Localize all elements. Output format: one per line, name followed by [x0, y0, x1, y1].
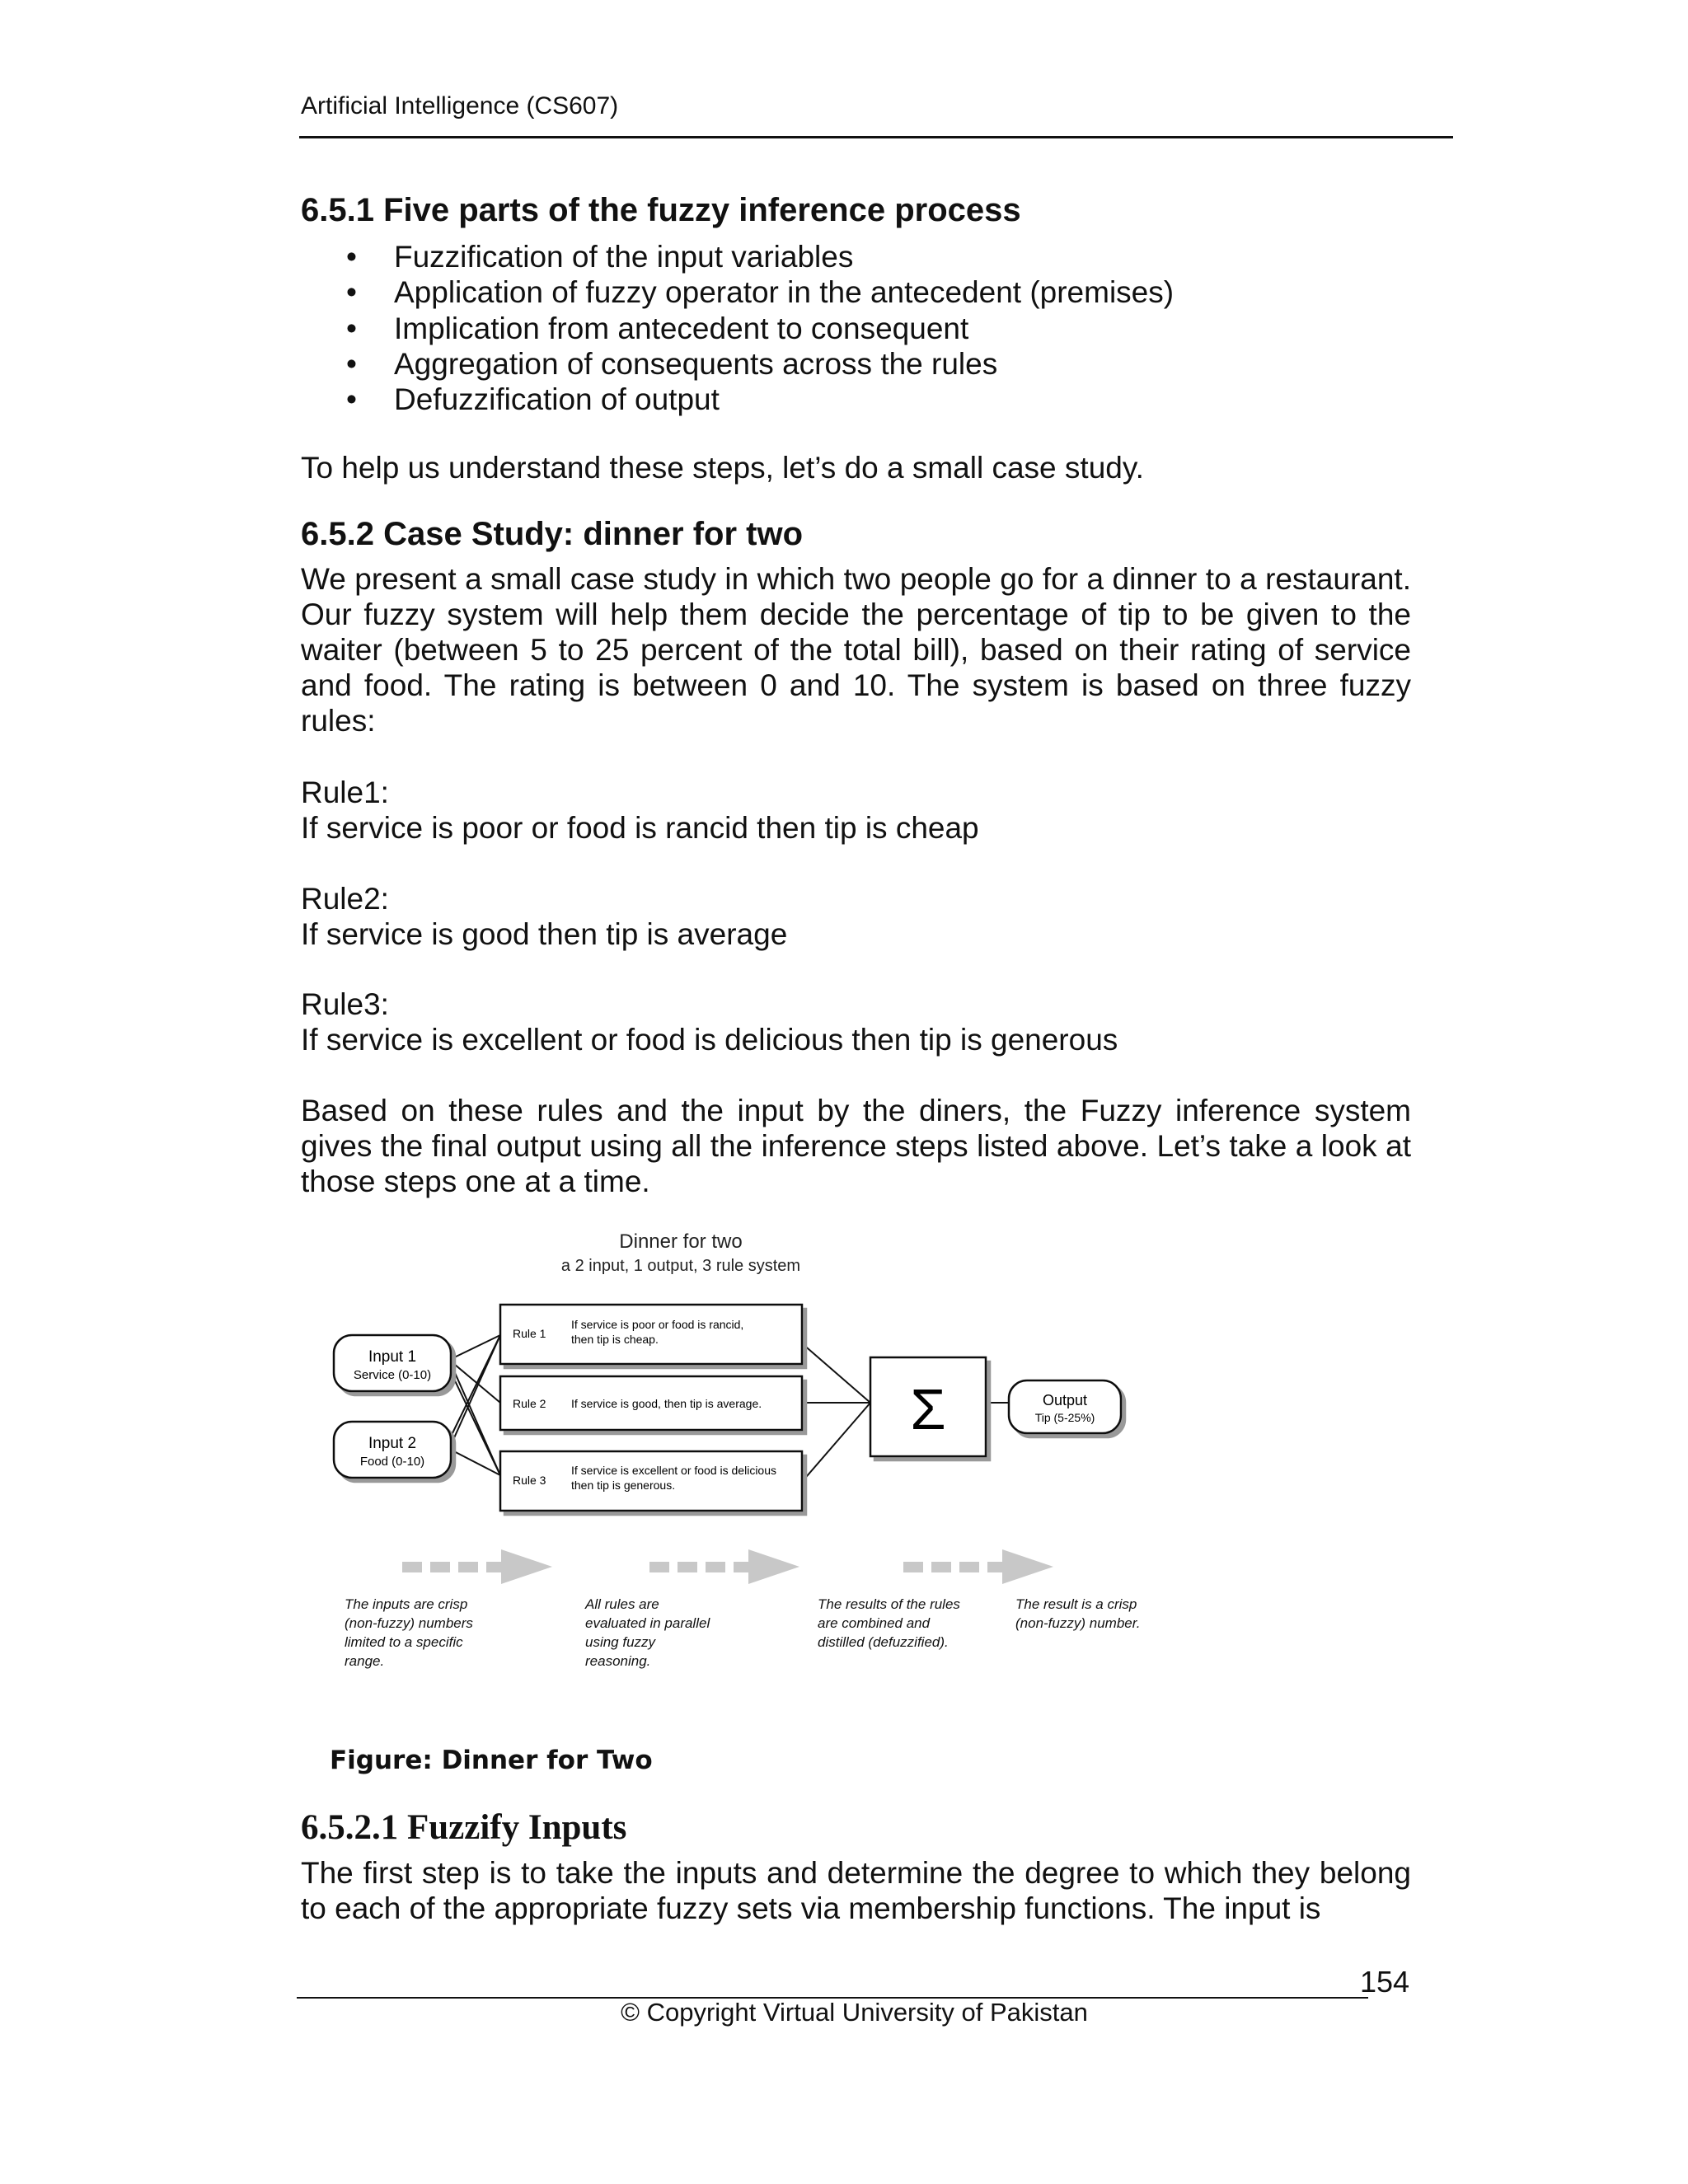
note-output: [1015, 1596, 1140, 1631]
svg-text:are combined and: are combined and: [818, 1615, 931, 1631]
header-divider: [299, 136, 1453, 138]
svg-text:distilled (defuzzified).: distilled (defuzzified).: [818, 1634, 949, 1650]
section-heading-651: 6.5.1 Five parts of the fuzzy inference process: [301, 192, 1021, 228]
rule2-label: Rule2:: [301, 882, 389, 916]
list-item: • Fuzzification of the input variables: [346, 240, 854, 274]
aggregation-sigma-box: [870, 1357, 986, 1456]
rule3-text: If service is excellent or food is delicious then tip is generous: [301, 1023, 1118, 1057]
input-rule-connections: [449, 1335, 500, 1475]
svg-text:The result is a crisp: The result is a crisp: [1015, 1596, 1137, 1612]
list-item: • Defuzzification of output: [346, 382, 720, 417]
svg-text:Rule 2: Rule 2: [513, 1397, 546, 1410]
svg-text:The inputs are crisp: The inputs are crisp: [345, 1596, 468, 1612]
note-aggregation: [818, 1596, 960, 1650]
svg-text:limited to a specific: limited to a specific: [345, 1634, 463, 1650]
flow-arrows: [402, 1549, 1053, 1584]
rule1-label: Rule1:: [301, 776, 389, 809]
running-header: Artificial Intelligence (CS607): [301, 92, 619, 120]
input1-node: [334, 1335, 451, 1391]
sigma-icon: Σ: [910, 1377, 946, 1441]
inference-steps-list: [346, 239, 1174, 417]
svg-text:(non-fuzzy) number.: (non-fuzzy) number.: [1015, 1615, 1141, 1631]
svg-text:Rule 3: Rule 3: [513, 1474, 546, 1487]
svg-text:All rules are: All rules are: [585, 1596, 659, 1612]
svg-text:Output: Output: [1042, 1392, 1088, 1408]
section-heading-6521: 6.5.2.1 Fuzzify Inputs: [301, 1808, 627, 1847]
list-item: • Aggregation of consequents across the rules: [346, 346, 998, 381]
copyright-notice: © Copyright Virtual University of Pakistan: [621, 1998, 1088, 2027]
rule3-box: [500, 1451, 802, 1511]
rule1-box: [500, 1305, 802, 1364]
fuzzify-inputs-paragraph: The first step is to take the inputs and determine the degree to which they belong to each of the appropriate fuzzy sets via membership functions. The input is: [301, 1856, 1411, 1925]
svg-text:Rule 1: Rule 1: [513, 1327, 546, 1340]
svg-text:If service is excellent or foo: If service is excellent or food is delicious: [571, 1464, 776, 1477]
svg-text:Input 2: Input 2: [368, 1435, 417, 1452]
svg-text:reasoning.: reasoning.: [585, 1653, 651, 1669]
inference-closing-paragraph: Based on these rules and the input by the diners, the Fuzzy inference system gives the final output using all the inference steps listed above. Let’s take a look at those steps one at a time.: [301, 1094, 1411, 1198]
svg-text:If service is poor or food is: If service is poor or food is rancid,: [571, 1318, 744, 1331]
figure-title: Dinner for two: [619, 1230, 743, 1253]
svg-text:Service (0-10): Service (0-10): [353, 1368, 432, 1382]
svg-text:then tip is generous.: then tip is generous.: [571, 1479, 676, 1492]
svg-text:If service is good, then tip i: If service is good, then tip is average.: [571, 1397, 762, 1410]
svg-text:evaluated in parallel: evaluated in parallel: [585, 1615, 710, 1631]
svg-text:(non-fuzzy) numbers: (non-fuzzy) numbers: [345, 1615, 473, 1631]
flow-arrow-icon: [649, 1549, 799, 1584]
svg-text:Input 1: Input 1: [368, 1348, 417, 1366]
note-inputs: [345, 1596, 473, 1669]
svg-text:range.: range.: [345, 1653, 385, 1669]
list-item: • Implication from antecedent to consequent: [346, 311, 969, 345]
section-heading-652: 6.5.2 Case Study: dinner for two: [301, 516, 804, 552]
figure-caption: Figure: Dinner for Two: [330, 1746, 653, 1775]
svg-text:using fuzzy: using fuzzy: [585, 1634, 656, 1650]
input2-node: [334, 1422, 451, 1478]
note-rules: [584, 1596, 710, 1669]
rule2-box: [500, 1376, 802, 1430]
rule2-text: If service is good then tip is average: [301, 917, 788, 951]
rule1-text: If service is poor or food is rancid then tip is cheap: [301, 811, 979, 845]
dinner-for-two-diagram: [313, 1220, 1170, 1681]
flow-arrow-icon: [402, 1549, 552, 1584]
case-study-intro: We present a small case study in which two people go for a dinner to a restaurant. Our fuzzy system will help them decide the percentage of tip to be given to the waiter (between 5 to 25 percent of the total bill), based on their rating of service and food. The rating is between 0 and 10. The system is based on three fuzzy rules:: [301, 562, 1411, 738]
rule3-label: Rule3:: [301, 987, 389, 1021]
list-item: • Application of fuzzy operator in the antecedent (premises): [346, 275, 1175, 310]
case-study-lead-in: To help us understand these steps, let’s do a small case study.: [301, 451, 1144, 485]
figure-subtitle: a 2 input, 1 output, 3 rule system: [560, 1257, 801, 1275]
svg-text:then tip is cheap.: then tip is cheap.: [571, 1333, 659, 1346]
output-node: [1009, 1380, 1121, 1433]
page-number: 154: [1360, 1965, 1410, 1999]
svg-text:Tip (5-25%): Tip (5-25%): [1034, 1411, 1095, 1424]
svg-text:The results of the rules: The results of the rules: [818, 1596, 960, 1612]
svg-text:Food (0-10): Food (0-10): [359, 1455, 425, 1469]
flow-arrow-icon: [903, 1549, 1053, 1584]
